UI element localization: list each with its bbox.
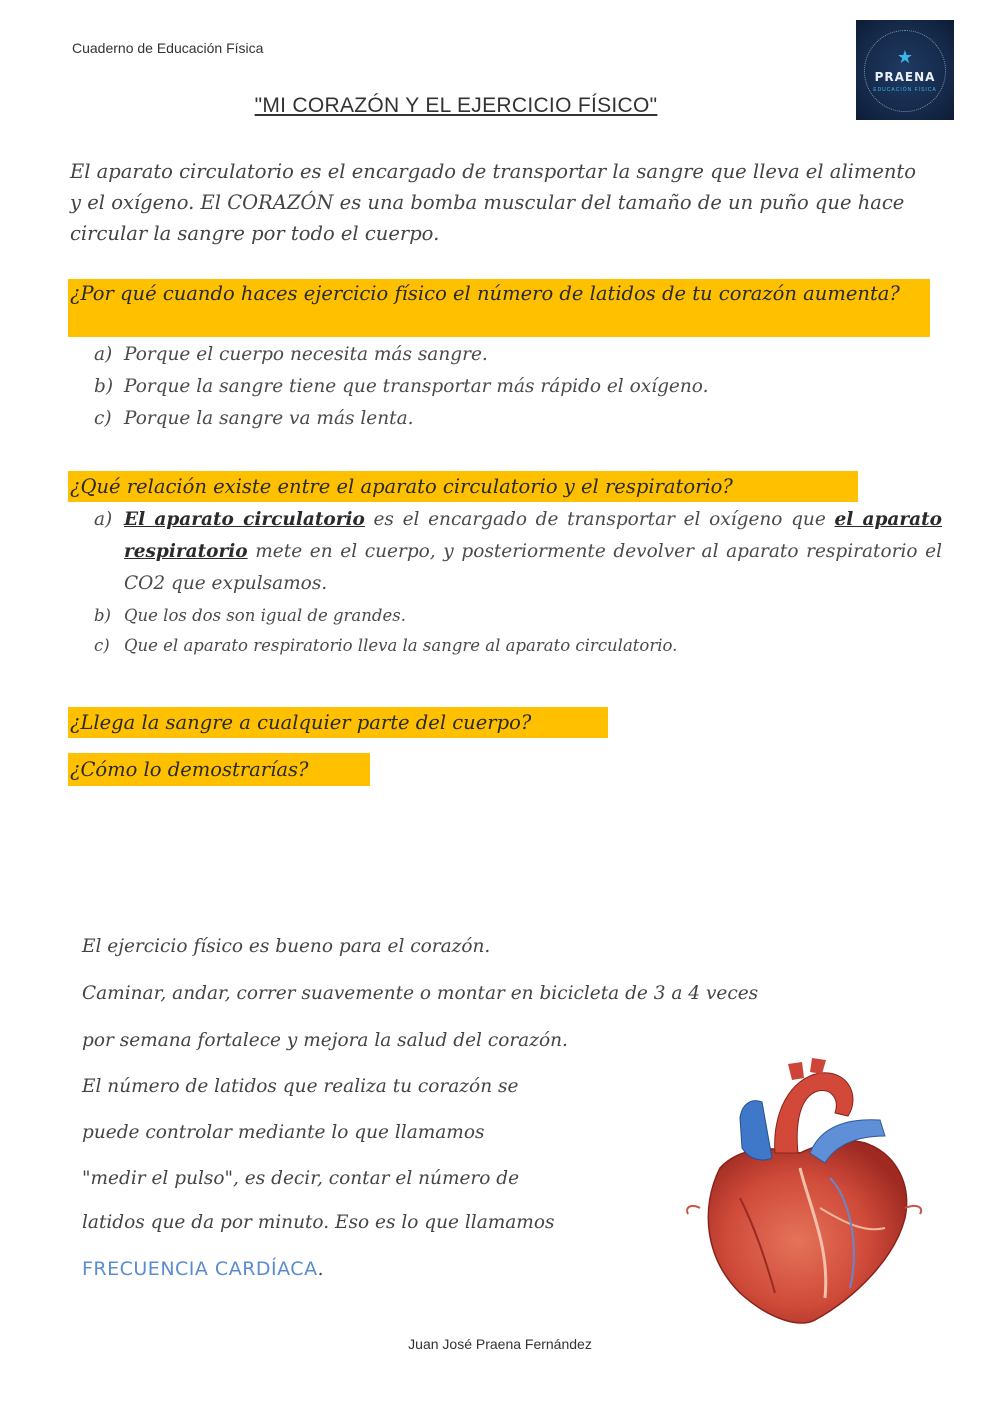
- option-text: Que los dos son igual de grandes.: [124, 606, 406, 625]
- heart-body: [708, 1141, 906, 1323]
- artery-branch-1: [788, 1062, 804, 1080]
- question-2-option-b: [94, 600, 934, 632]
- author-footer: Juan José Praena Fernández: [408, 1336, 592, 1352]
- question-2: ¿Qué relación existe entre el aparato circulatorio y el respiratorio?: [68, 471, 858, 502]
- exercise-line-6: "medir el pulso", es decir, contar el número de: [82, 1168, 520, 1189]
- exercise-line-5: puede controlar mediante lo que llamamos: [82, 1122, 485, 1143]
- option-text: [124, 504, 942, 600]
- option-label: a): [94, 509, 113, 530]
- option-label: b): [94, 606, 111, 625]
- exercise-line-8: [82, 1258, 323, 1280]
- exercise-line-2: Caminar, andar, correr suavemente o montar en bicicleta de 3 a 4 veces: [82, 983, 759, 1004]
- option-text: Porque la sangre va más lenta.: [124, 408, 414, 429]
- option-label: c): [94, 408, 112, 429]
- option-text-part-2: mete en el cuerpo, y posteriormente devolver al aparato respiratorio el CO2 que expulsamos.: [124, 541, 942, 594]
- option-label: c): [94, 636, 110, 655]
- logo-subtitle: EDUCACIÓN FÍSICA: [873, 86, 937, 93]
- option-text-part-1: es el encargado de transportar el oxígeno que: [364, 509, 835, 530]
- heart-illustration: [680, 1058, 930, 1333]
- question-2-option-a: [94, 504, 942, 600]
- question-2-option-c: [94, 630, 934, 662]
- exercise-line-1: El ejercicio físico es bueno para el corazón.: [82, 936, 491, 957]
- term-period: .: [317, 1259, 324, 1280]
- circulatory-system-term: El aparato circulatorio: [124, 509, 365, 530]
- option-text: Porque el cuerpo necesita más sangre.: [124, 344, 488, 365]
- option-text: Que el aparato respiratorio lleva la sangre al aparato circulatorio.: [124, 636, 678, 655]
- question-1: ¿Por qué cuando haces ejercicio físico el número de latidos de tu corazón aumenta?: [68, 279, 930, 337]
- exercise-line-3: por semana fortalece y mejora la salud del corazón.: [82, 1030, 568, 1051]
- notebook-subject: Cuaderno de Educación Física: [72, 40, 264, 56]
- question-3: ¿Llega la sangre a cualquier parte del cuerpo?: [68, 707, 608, 738]
- exercise-line-7: latidos que da por minuto. Eso es lo que llamamos: [82, 1212, 555, 1233]
- intro-paragraph: El aparato circulatorio es el encargado de transportar la sangre que lleva el alimento y el oxígeno. El CORAZÓN es una bomba muscular del tamaño de un puño que hace circular la sangre por todo el cuerpo.: [70, 160, 917, 245]
- option-label: b): [94, 376, 114, 397]
- question-1-option-b: [94, 371, 934, 403]
- vena-cava: [740, 1101, 772, 1160]
- pulmonary-vein-left: [687, 1206, 700, 1214]
- respiratory-system-term: el aparato respiratorio: [124, 509, 942, 562]
- page-title: "MI CORAZÓN Y EL EJERCICIO FÍSICO": [254, 94, 658, 117]
- question-4: ¿Cómo lo demostrarías?: [68, 753, 370, 786]
- pulmonary-vein-right: [905, 1206, 921, 1214]
- runner-icon: ★: [896, 46, 914, 67]
- option-label: a): [94, 344, 113, 365]
- question-1-option-a: [94, 339, 934, 371]
- exercise-line-4: El número de latidos que realiza tu corazón se: [82, 1076, 519, 1097]
- question-1-option-c: [94, 403, 934, 435]
- artery-branch-2: [810, 1058, 826, 1074]
- heart-rate-term: FRECUENCIA CARDÍACA: [82, 1258, 318, 1280]
- logo-name: PRAENA: [874, 69, 936, 84]
- option-text: Porque la sangre tiene que transportar más rápido el oxígeno.: [124, 376, 709, 397]
